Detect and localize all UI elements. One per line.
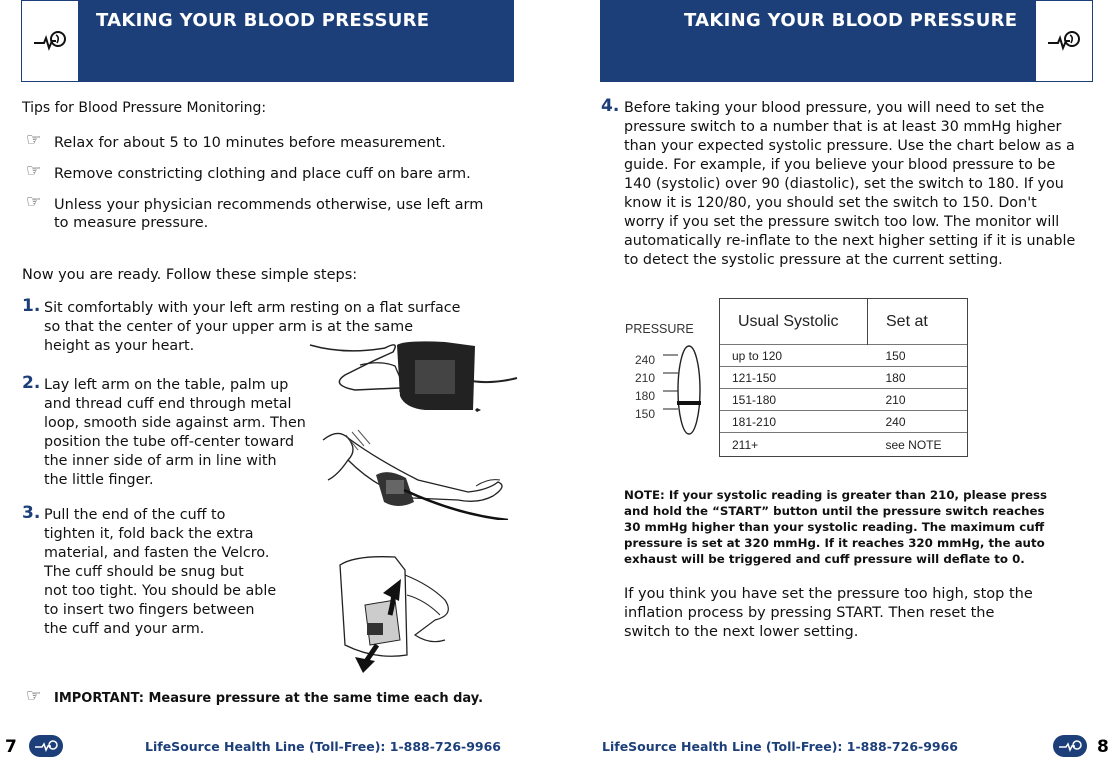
table-cell: 151-180	[720, 389, 868, 411]
heart-pulse-logo-icon	[30, 23, 70, 59]
right-footer-logo-icon	[1053, 735, 1087, 757]
closing-line: If you think you have set the pressure too high, stop the	[624, 586, 1033, 602]
step-line: the inner side of arm in line with	[44, 453, 277, 469]
closing-line: inflation process by pressing START. Then reset the	[624, 605, 995, 621]
switch-value: 240	[635, 353, 656, 367]
arm-on-table-illustration	[305, 330, 520, 420]
table-cell: see NOTE	[868, 433, 968, 457]
step-line: The cuff should be snug but	[44, 564, 244, 580]
right-logo-box	[1035, 0, 1093, 82]
note-line: pressure is set at 320 mmHg. If it reaches 320 mmHg, the auto	[624, 536, 1045, 550]
pointing-hand-icon: ☞	[26, 686, 42, 706]
table-header-set-at: Set at	[868, 299, 968, 345]
tip-3-continued: to measure pressure.	[54, 215, 209, 231]
tip-1: Relax for about 5 to 10 minutes before measurement.	[54, 135, 446, 151]
note-line: and hold the “START” button until the pressure switch reaches	[624, 504, 1045, 518]
table-header-row	[720, 299, 968, 345]
heart-pulse-logo-icon	[1044, 23, 1084, 59]
step-line: Pull the end of the cuff to	[44, 507, 226, 523]
pointing-hand-icon: ☞	[26, 192, 42, 212]
left-header-bar	[78, 0, 514, 82]
step-line: Sit comfortably with your left arm resting on a flat surface	[44, 300, 461, 316]
table-row	[720, 367, 968, 389]
left-page-number: 7	[5, 737, 17, 757]
switch-value: 150	[635, 407, 656, 421]
step-line: 140 (systolic) over 90 (diastolic), set the switch to 180. If you	[624, 176, 1064, 192]
left-footer-text: LifeSource Health Line (Toll-Free): 1-888-726-9966	[145, 739, 502, 754]
step-line: height as your heart.	[44, 338, 195, 354]
switch-value: 180	[635, 389, 656, 403]
step-4	[601, 96, 619, 116]
pointing-hand-icon: ☞	[26, 130, 42, 150]
left-header-title: TAKING YOUR BLOOD PRESSURE	[96, 10, 430, 31]
step-line: the cuff and your arm.	[44, 621, 205, 637]
fasten-cuff-illustration	[335, 545, 460, 675]
step-line: Lay left arm on the table, palm up	[44, 377, 289, 393]
note-line: 30 mmHg higher than your systolic reading. The maximum cuff	[624, 520, 1045, 534]
table-row	[720, 433, 968, 457]
step-number: 2.	[22, 373, 41, 393]
note-line: NOTE: If your systolic reading is greater than 210, please press	[624, 488, 1048, 502]
switch-value: 210	[635, 371, 656, 385]
step-number: 3.	[22, 503, 41, 523]
step-line: than your expected systolic pressure. Use the chart below as a	[624, 138, 1075, 154]
table-header-usual-systolic: Usual Systolic	[720, 299, 868, 345]
table-cell: 180	[868, 367, 968, 389]
step-number: 1.	[22, 296, 41, 316]
step-line: Before taking your blood pressure, you will need to set the	[624, 100, 1045, 116]
step-line: position the tube off-center toward	[44, 434, 295, 450]
step-line: not too tight. You should be able	[44, 583, 277, 599]
left-logo-box	[21, 0, 79, 82]
pressure-switch-values	[635, 351, 655, 423]
step-line: guide. For example, if you believe your blood pressure to be	[624, 157, 1056, 173]
step-4-text	[624, 99, 1075, 270]
systolic-note	[624, 487, 1047, 567]
table-cell: 150	[868, 345, 968, 367]
pressure-setting-table	[719, 298, 968, 457]
pressure-switch-label: PRESSURE	[625, 322, 694, 336]
tips-heading: Tips for Blood Pressure Monitoring:	[22, 100, 267, 116]
step-3-text	[44, 506, 276, 639]
table-cell: 121-150	[720, 367, 868, 389]
table-cell: 211+	[720, 433, 868, 457]
right-header-bar	[600, 0, 1036, 82]
step-line: loop, smooth side against arm. Then	[44, 415, 306, 431]
table-cell: up to 120	[720, 345, 868, 367]
step-2	[22, 373, 40, 393]
left-footer-logo-icon	[29, 735, 63, 757]
step-line: to insert two fingers between	[44, 602, 255, 618]
step-number: 4.	[601, 96, 620, 116]
step-line: the little finger.	[44, 472, 154, 488]
right-footer-text: LifeSource Health Line (Toll-Free): 1-888-726-9966	[602, 739, 959, 754]
table-cell: 181-210	[720, 411, 868, 433]
ready-text: Now you are ready. Follow these simple steps:	[22, 267, 358, 283]
step-1	[22, 296, 40, 316]
step-line: so that the center of your upper arm is at the same	[44, 319, 413, 335]
step-line: tighten it, fold back the extra	[44, 526, 254, 542]
closing-line: switch to the next lower setting.	[624, 624, 859, 640]
step-line: know it is 120/80, you should set the switch to 150. Don't	[624, 195, 1037, 211]
step-line: and thread cuff end through metal	[44, 396, 292, 412]
tip-3: Unless your physician recommends otherwise, use left arm	[54, 197, 484, 213]
right-page-number: 8	[1097, 737, 1109, 757]
table-cell: 240	[868, 411, 968, 433]
tip-2: Remove constricting clothing and place cuff on bare arm.	[54, 166, 471, 182]
step-line: worry if you set the pressure switch too low. The monitor will	[624, 214, 1060, 230]
table-row	[720, 389, 968, 411]
step-2-text	[44, 376, 306, 490]
table-row	[720, 345, 968, 367]
important-note: IMPORTANT: Measure pressure at the same time each day.	[54, 691, 484, 706]
table-row	[720, 411, 968, 433]
arm-cuff-palm-up-illustration	[318, 420, 518, 520]
step-line: pressure switch to a number that is at least 30 mmHg higher	[624, 119, 1062, 135]
closing-text	[624, 585, 1033, 642]
pressure-switch-dial	[660, 344, 710, 440]
note-line: exhaust will be triggered and cuff pressure will deflate to 0.	[624, 552, 1025, 566]
pointing-hand-icon: ☞	[26, 161, 42, 181]
step-3	[22, 503, 40, 523]
step-line: automatically re-inflate to the next higher setting if it is unable	[624, 233, 1076, 249]
step-line: to detect the systolic pressure at the current setting.	[624, 252, 1003, 268]
table-cell: 210	[868, 389, 968, 411]
right-header-title: TAKING YOUR BLOOD PRESSURE	[684, 10, 1018, 31]
step-line: material, and fasten the Velcro.	[44, 545, 270, 561]
